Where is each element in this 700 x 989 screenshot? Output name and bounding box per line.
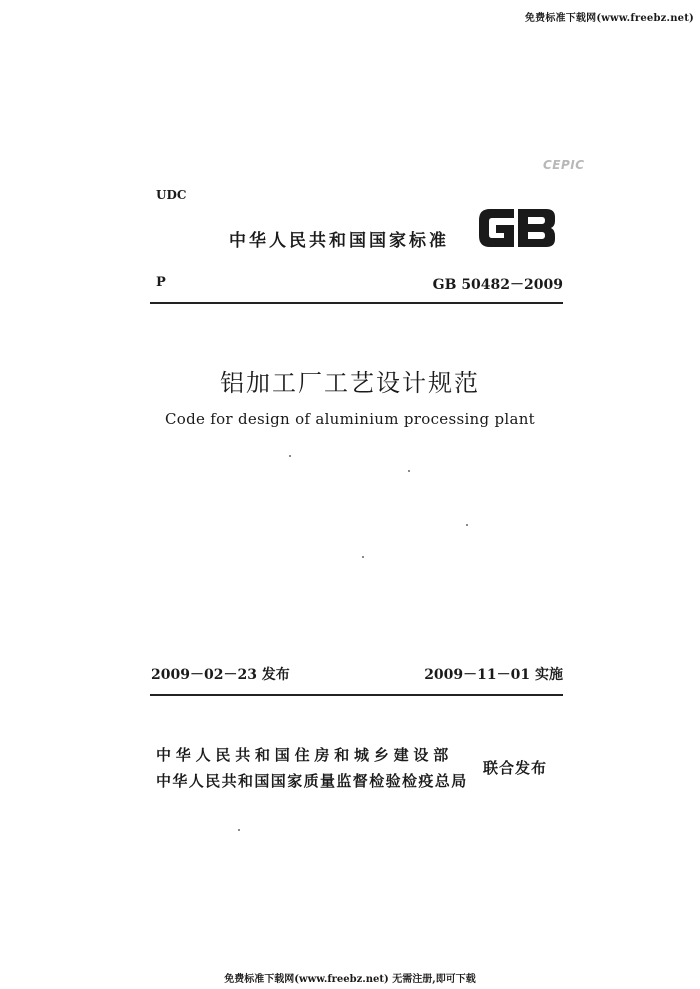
publisher-line-1: 中华人民共和国住房和城乡建设部 — [156, 746, 454, 764]
scan-speck — [362, 556, 364, 558]
issue-date: 2009－02－23 发布 — [151, 667, 290, 683]
header-divider — [150, 302, 563, 304]
scan-speck — [408, 470, 410, 472]
footer-divider — [150, 694, 563, 696]
joint-release-label: 联合发布 — [483, 759, 548, 777]
udc-label: UDC — [156, 188, 187, 202]
publisher-line-2: 中华人民共和国国家质量监督检验检疫总局 — [156, 772, 468, 790]
title-english: Code for design of aluminium processing plant — [165, 410, 535, 428]
scan-speck — [238, 829, 240, 831]
classification-code: P — [156, 275, 166, 290]
implementation-date: 2009－11－01 实施 — [424, 667, 563, 683]
scan-speck — [466, 524, 468, 526]
bottom-watermark: 免费标准下载网(www.freebz.net) 无需注册,即可下载 — [224, 974, 476, 985]
top-watermark: 免费标准下载网(www.freebz.net) — [524, 13, 694, 24]
standard-number: GB 50482－2009 — [432, 277, 563, 293]
gb-logo-icon — [476, 205, 558, 251]
standard-type: 中华人民共和国国家标准 — [229, 231, 449, 251]
title-chinese: 铝加工厂工艺设计规范 — [220, 369, 480, 397]
scan-speck — [289, 455, 291, 457]
cepic-logo: CEPIC — [543, 158, 585, 172]
